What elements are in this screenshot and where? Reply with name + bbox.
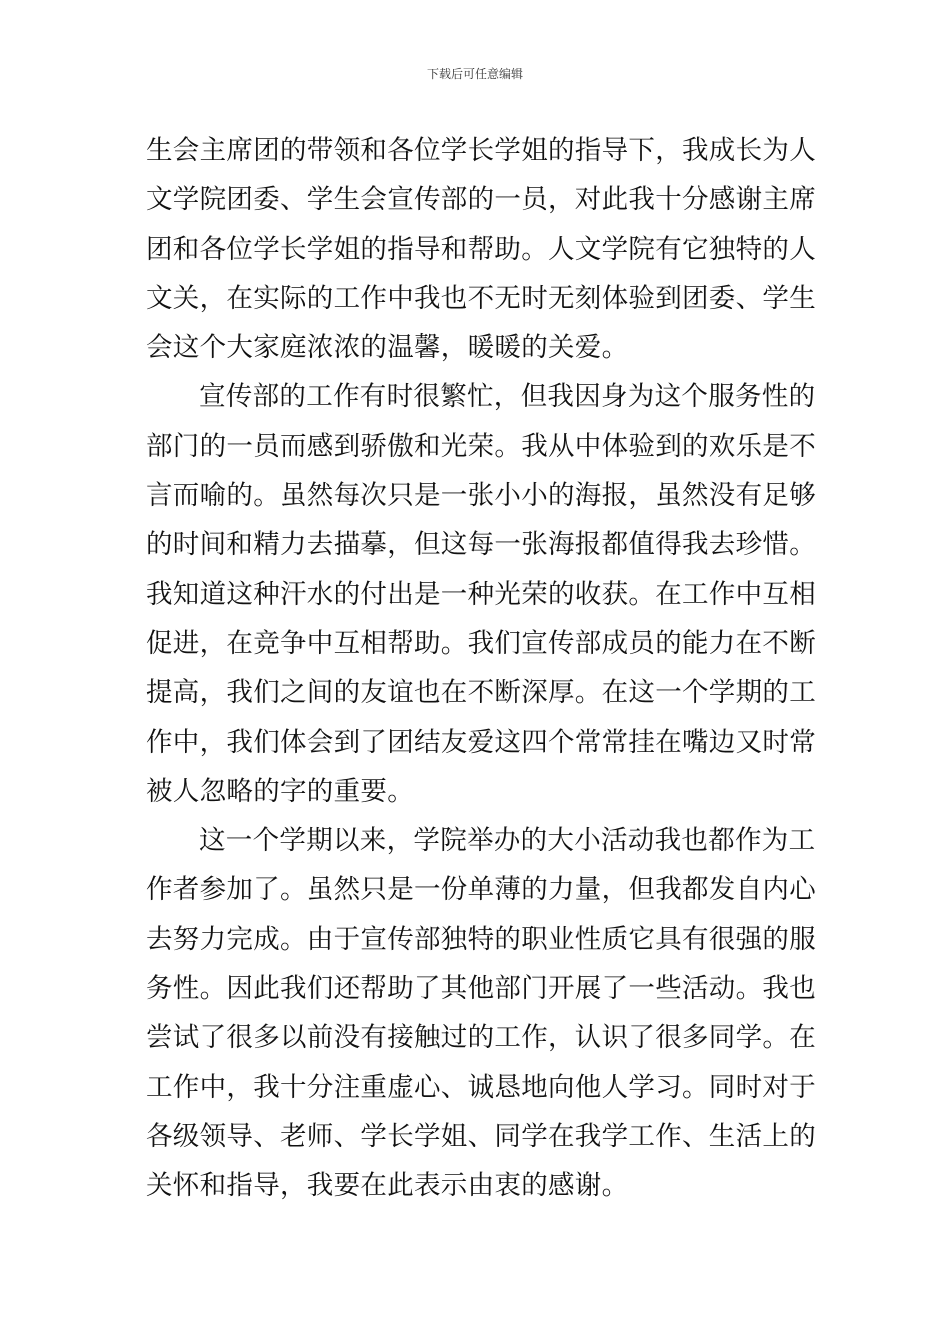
text-line: 去努力完成。由于宣传部独特的职业性质它具有很强的服 bbox=[146, 923, 816, 955]
text-line: 作中，我们体会到了团结友爱这四个常常挂在嘴边又时常 bbox=[146, 726, 816, 758]
text-line: 尝试了很多以前没有接触过的工作，认识了很多同学。在 bbox=[146, 1022, 816, 1054]
text-line: 言而喻的。虽然每次只是一张小小的海报，虽然没有足够 bbox=[146, 480, 816, 512]
paragraph-2 bbox=[146, 372, 816, 816]
text-line: 促进，在竞争中互相帮助。我们宣传部成员的能力在不断 bbox=[146, 627, 816, 659]
page-header: 下载后可任意编辑 bbox=[426, 67, 523, 81]
text-line: 文学院团委、学生会宣传部的一员，对此我十分感谢主席 bbox=[146, 184, 816, 216]
paragraph-1 bbox=[146, 126, 816, 372]
text-line: 务性。因此我们还帮助了其他部门开展了一些活动。我也 bbox=[146, 973, 816, 1005]
text-line: 部门的一员而感到骄傲和光荣。我从中体验到的欢乐是不 bbox=[146, 430, 816, 462]
text-line: 提高，我们之间的友谊也在不断深厚。在这一个学期的工 bbox=[146, 677, 816, 709]
text-line: 生会主席团的带领和各位学长学姐的指导下，我成长为人 bbox=[146, 135, 816, 166]
paragraph-3 bbox=[146, 816, 816, 1210]
text-line: 被人忽略的字的重要。 bbox=[146, 775, 414, 807]
text-line: 宣传部的工作有时很繁忙，但我因身为这个服务性的 bbox=[199, 381, 816, 413]
text-line: 我知道这种汗水的付出是一种光荣的收获。在工作中互相 bbox=[146, 578, 816, 610]
text-line: 各级领导、老师、学长学姐、同学在我学工作、生活上的 bbox=[146, 1120, 816, 1152]
text-line: 作者参加了。虽然只是一份单薄的力量，但我都发自内心 bbox=[146, 874, 816, 906]
text-line: 文关，在实际的工作中我也不无时无刻体验到团委、学生 bbox=[146, 282, 816, 314]
text-line: 这一个学期以来，学院举办的大小活动我也都作为工 bbox=[199, 825, 816, 857]
text-line: 工作中，我十分注重虚心、诚恳地向他人学习。同时对于 bbox=[146, 1071, 816, 1103]
document-body bbox=[146, 126, 816, 1211]
text-line: 关怀和指导，我要在此表示由衷的感谢。 bbox=[146, 1170, 629, 1202]
text-line: 会这个大家庭浓浓的温馨，暖暖的关爱。 bbox=[146, 332, 629, 364]
text-line: 团和各位学长学姐的指导和帮助。人文学院有它独特的人 bbox=[146, 233, 816, 265]
text-line: 的时间和精力去描摹，但这每一张海报都值得我去珍惜。 bbox=[146, 529, 816, 561]
